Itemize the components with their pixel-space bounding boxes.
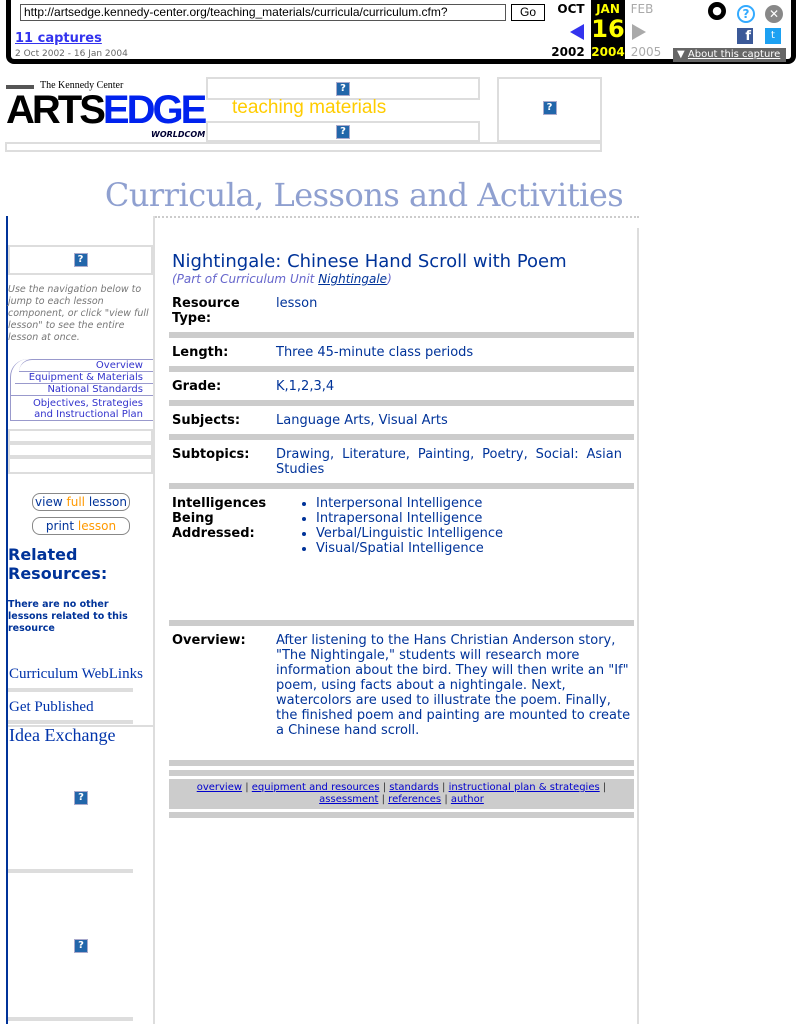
banner-right	[497, 77, 602, 142]
capture-range: 2 Oct 2002 - 16 Jan 2004	[15, 49, 128, 59]
resource-type-label: Resource Type:	[172, 296, 240, 326]
length-value: Three 45-minute class periods	[276, 345, 474, 360]
resource-type-value: lesson	[276, 296, 318, 311]
next-year: 2005	[630, 45, 662, 59]
label: (Part of Curriculum Unit	[172, 272, 319, 286]
separator	[169, 400, 634, 406]
label: full	[66, 495, 85, 509]
related-title: Related Resources:	[8, 545, 108, 583]
next-month: FEB	[630, 2, 654, 16]
unit-link[interactable]: Nightingale	[318, 272, 388, 286]
page-title: Curricula, Lessons and Activities	[104, 176, 624, 214]
arts-logo: ARTS	[6, 88, 103, 132]
separator	[169, 434, 634, 440]
help-icon[interactable]: ?	[737, 5, 755, 23]
sidebar-help: Use the navigation below to jump to each lesson component, or click "view full lesson" to see the entire lesson at once.	[8, 284, 149, 343]
footer-link-assessment[interactable]: assessment	[319, 794, 379, 805]
subtopics-value: Drawing, Literature, Painting, Poetry, Social: Asian Studies	[276, 447, 622, 477]
view-full-lesson-button[interactable]	[32, 493, 130, 511]
divider	[8, 688, 133, 692]
curriculum-unit	[172, 272, 392, 286]
separator	[169, 620, 634, 626]
section-title: teaching materials	[232, 97, 387, 118]
footer-link-overview[interactable]: overview	[196, 782, 243, 793]
intelligences-label: Intelligences Being Addressed:	[172, 496, 267, 541]
sidebar-spacer	[8, 457, 153, 474]
sidebar-spacer	[8, 429, 153, 443]
related-text: There are no other lessons related to this resource	[8, 599, 128, 634]
prev-arrow-icon[interactable]	[570, 24, 584, 40]
close-icon[interactable]: ✕	[765, 5, 783, 23]
lesson-footer-nav: overview | equipment and resources | standards | instructional plan & strategies | assessment | references | author	[169, 779, 634, 809]
missing-image-icon: ?	[336, 125, 350, 139]
separator	[169, 760, 634, 766]
prev-year[interactable]: 2002	[551, 45, 585, 59]
missing-image-icon: ?	[74, 253, 88, 267]
separator	[169, 483, 634, 489]
list-item: • Intrapersonal Intelligence	[316, 511, 503, 526]
intelligences-list	[276, 496, 503, 556]
list-item: • Verbal/Linguistic Intelligence	[316, 526, 503, 541]
divider	[8, 720, 133, 724]
worldcom-logo: WORLDCOM	[151, 130, 206, 139]
subjects-label: Subjects:	[172, 413, 241, 428]
current-day: 16	[591, 15, 625, 43]
sidebar-divider	[153, 216, 155, 1024]
get-published-link[interactable]: Get Published	[9, 699, 94, 715]
nav-overview[interactable]: Overview	[19, 359, 153, 372]
next-arrow-icon	[632, 24, 646, 40]
facebook-icon[interactable]: f	[737, 28, 753, 44]
divider	[8, 1017, 133, 1021]
label: view	[35, 495, 63, 509]
about-capture-button[interactable]	[673, 48, 786, 62]
footer-link-equipment[interactable]: equipment and resources	[251, 782, 380, 793]
missing-image-icon: ?	[543, 101, 557, 115]
kennedy-label: The Kennedy Center	[40, 80, 124, 91]
prev-month[interactable]: OCT	[557, 2, 585, 16]
current-month: JAN	[596, 2, 620, 16]
current-year: 2004	[591, 45, 625, 59]
print-lesson-button[interactable]	[32, 517, 130, 535]
sidebar-spacer	[8, 443, 153, 457]
list-item: • Interpersonal Intelligence	[316, 496, 503, 511]
separator	[169, 332, 634, 338]
separator	[169, 366, 634, 372]
missing-image-icon: ?	[74, 791, 88, 805]
artsedge-logo[interactable]	[6, 80, 206, 142]
label: print	[45, 519, 75, 533]
list-item: • Visual/Spatial Intelligence	[316, 541, 503, 556]
account-icon[interactable]: ●	[708, 2, 726, 20]
content-top-border	[155, 216, 639, 218]
content-border	[637, 228, 639, 1024]
divider	[8, 869, 133, 873]
go-button[interactable]: Go	[511, 4, 545, 21]
footer-link-references[interactable]: references	[388, 794, 442, 805]
edge-logo: EDGE	[102, 88, 205, 132]
label: lesson	[88, 495, 127, 509]
grade-value: K,1,2,3,4	[276, 379, 335, 394]
nav-standards[interactable]: National Standards	[11, 384, 153, 396]
label: )	[387, 272, 392, 286]
url-input[interactable]: http://artsedge.kennedy-center.org/teaching_materials/curricula/curriculum.cfm?	[20, 4, 506, 21]
separator	[169, 812, 634, 818]
footer-link-standards[interactable]: standards	[389, 782, 439, 793]
missing-image-icon: ?	[74, 939, 88, 953]
footer-link-instructional[interactable]: instructional plan & strategies	[448, 782, 600, 793]
subtopics-label: Subtopics:	[172, 447, 250, 462]
grade-label: Grade:	[172, 379, 222, 394]
twitter-icon[interactable]: t	[765, 28, 781, 44]
banner-bottom	[206, 121, 480, 142]
footer-link-author[interactable]: author	[450, 794, 484, 805]
nav-objectives[interactable]: Objectives, Strategies and Instructional Plan	[11, 396, 153, 421]
subjects-value: Language Arts, Visual Arts	[276, 413, 448, 428]
curriculum-weblinks-link[interactable]: Curriculum WebLinks	[9, 666, 143, 682]
captures-link[interactable]: 11 captures	[15, 31, 102, 46]
about-label: About this capture	[687, 49, 781, 60]
sidebar-banner	[8, 245, 153, 275]
nav-equipment[interactable]: Equipment & Materials	[15, 372, 153, 384]
header-divider	[5, 142, 602, 152]
idea-exchange-link[interactable]: Idea Exchange	[9, 725, 116, 745]
triangle-down-icon: ▼	[677, 49, 685, 60]
missing-image-icon: ?	[336, 82, 350, 96]
overview-label: Overview:	[172, 633, 246, 648]
label: lesson	[77, 519, 117, 533]
overview-text: After listening to the Hans Christian Anderson story, "The Nightingale," students will research more information about the bird. They will then write an "If" poem, using facts about a nightingale. Next, watercolors are used to illustrate the poem. Finally, the finished poem and painting are mounted to create a Chinese hand scroll.	[276, 633, 631, 738]
lesson-title: Nightingale: Chinese Hand Scroll with Poem	[172, 251, 567, 272]
lesson-nav	[10, 359, 153, 421]
length-label: Length:	[172, 345, 229, 360]
separator	[169, 770, 634, 776]
